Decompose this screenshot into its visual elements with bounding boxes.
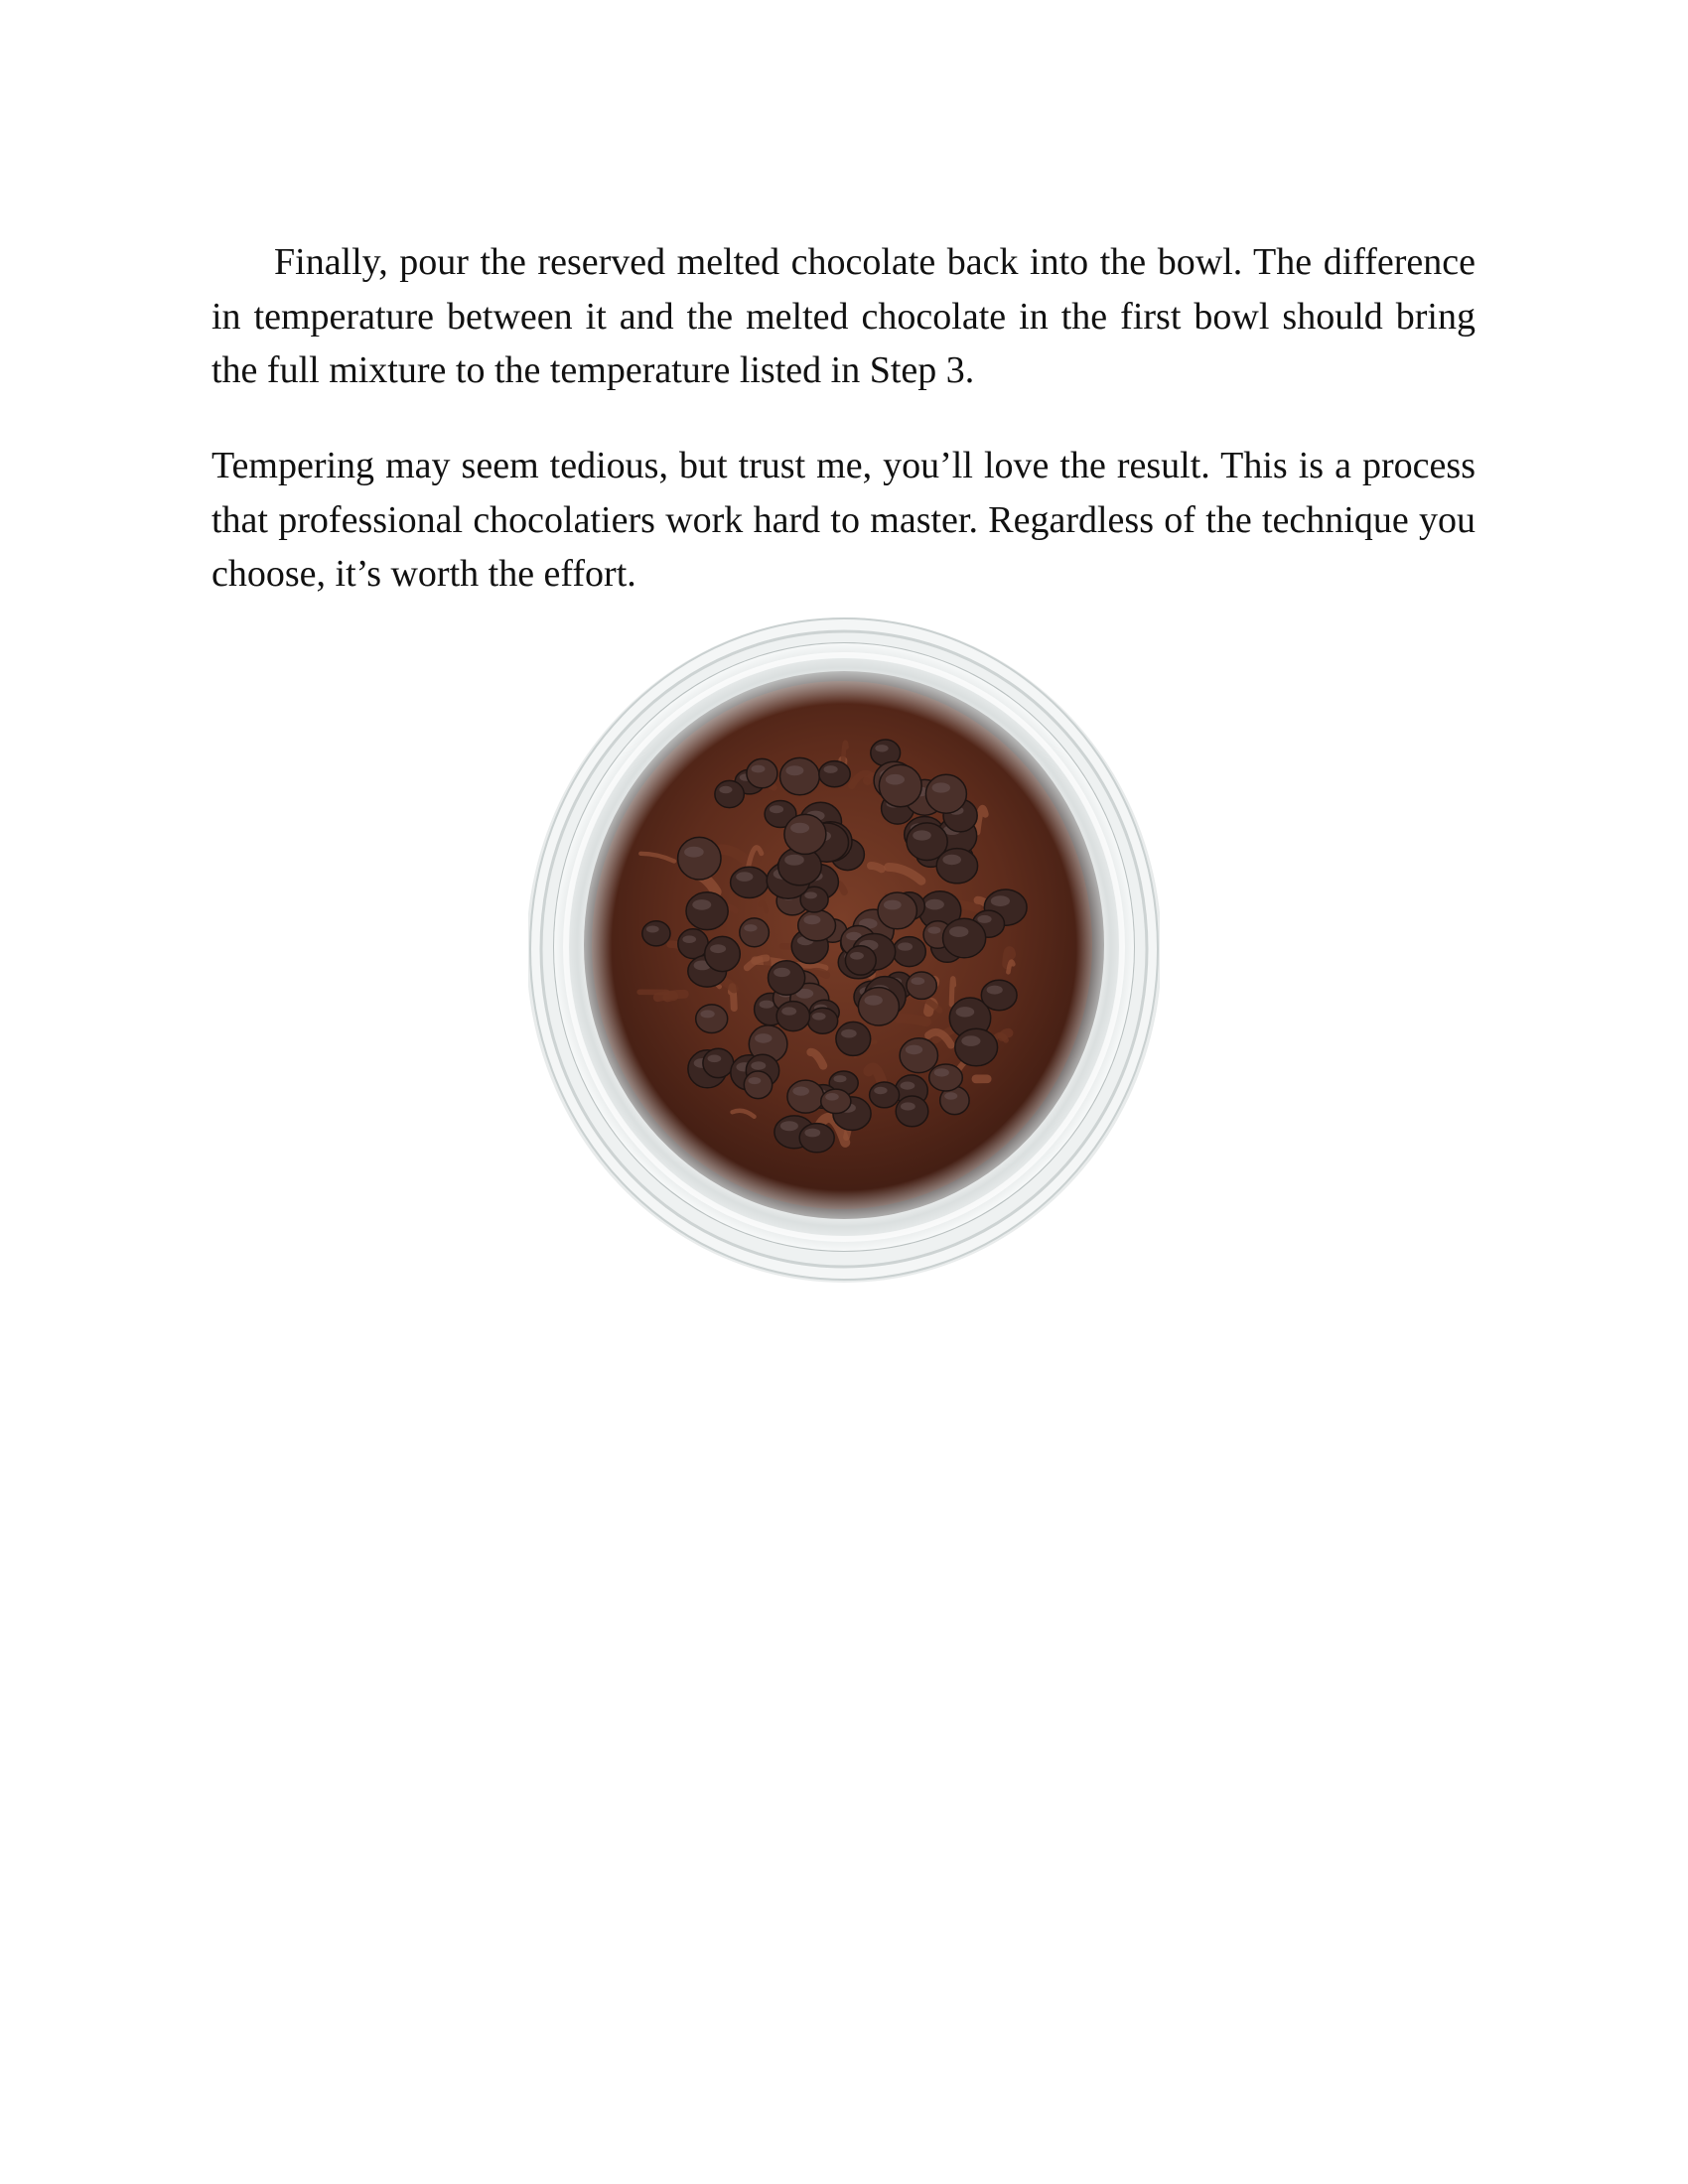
body-paragraph-2: Tempering may seem tedious, but trust me, you’ll love the result. This is a process that professional chocolatiers work hard to master. Regardless of the technique you choose, it’s worth the effort.: [211, 445, 1476, 595]
body-paragraph-1: Finally, pour the reserved melted chocolate back into the bowl. The difference in temperature between it and the melted chocolate in the first bowl should bring the full mixture to the temperature listed in Step 3.: [211, 241, 1476, 391]
chocolate-bowl-illustration: [528, 614, 1160, 1285]
chocolate-bowl-image: [528, 614, 1160, 1285]
